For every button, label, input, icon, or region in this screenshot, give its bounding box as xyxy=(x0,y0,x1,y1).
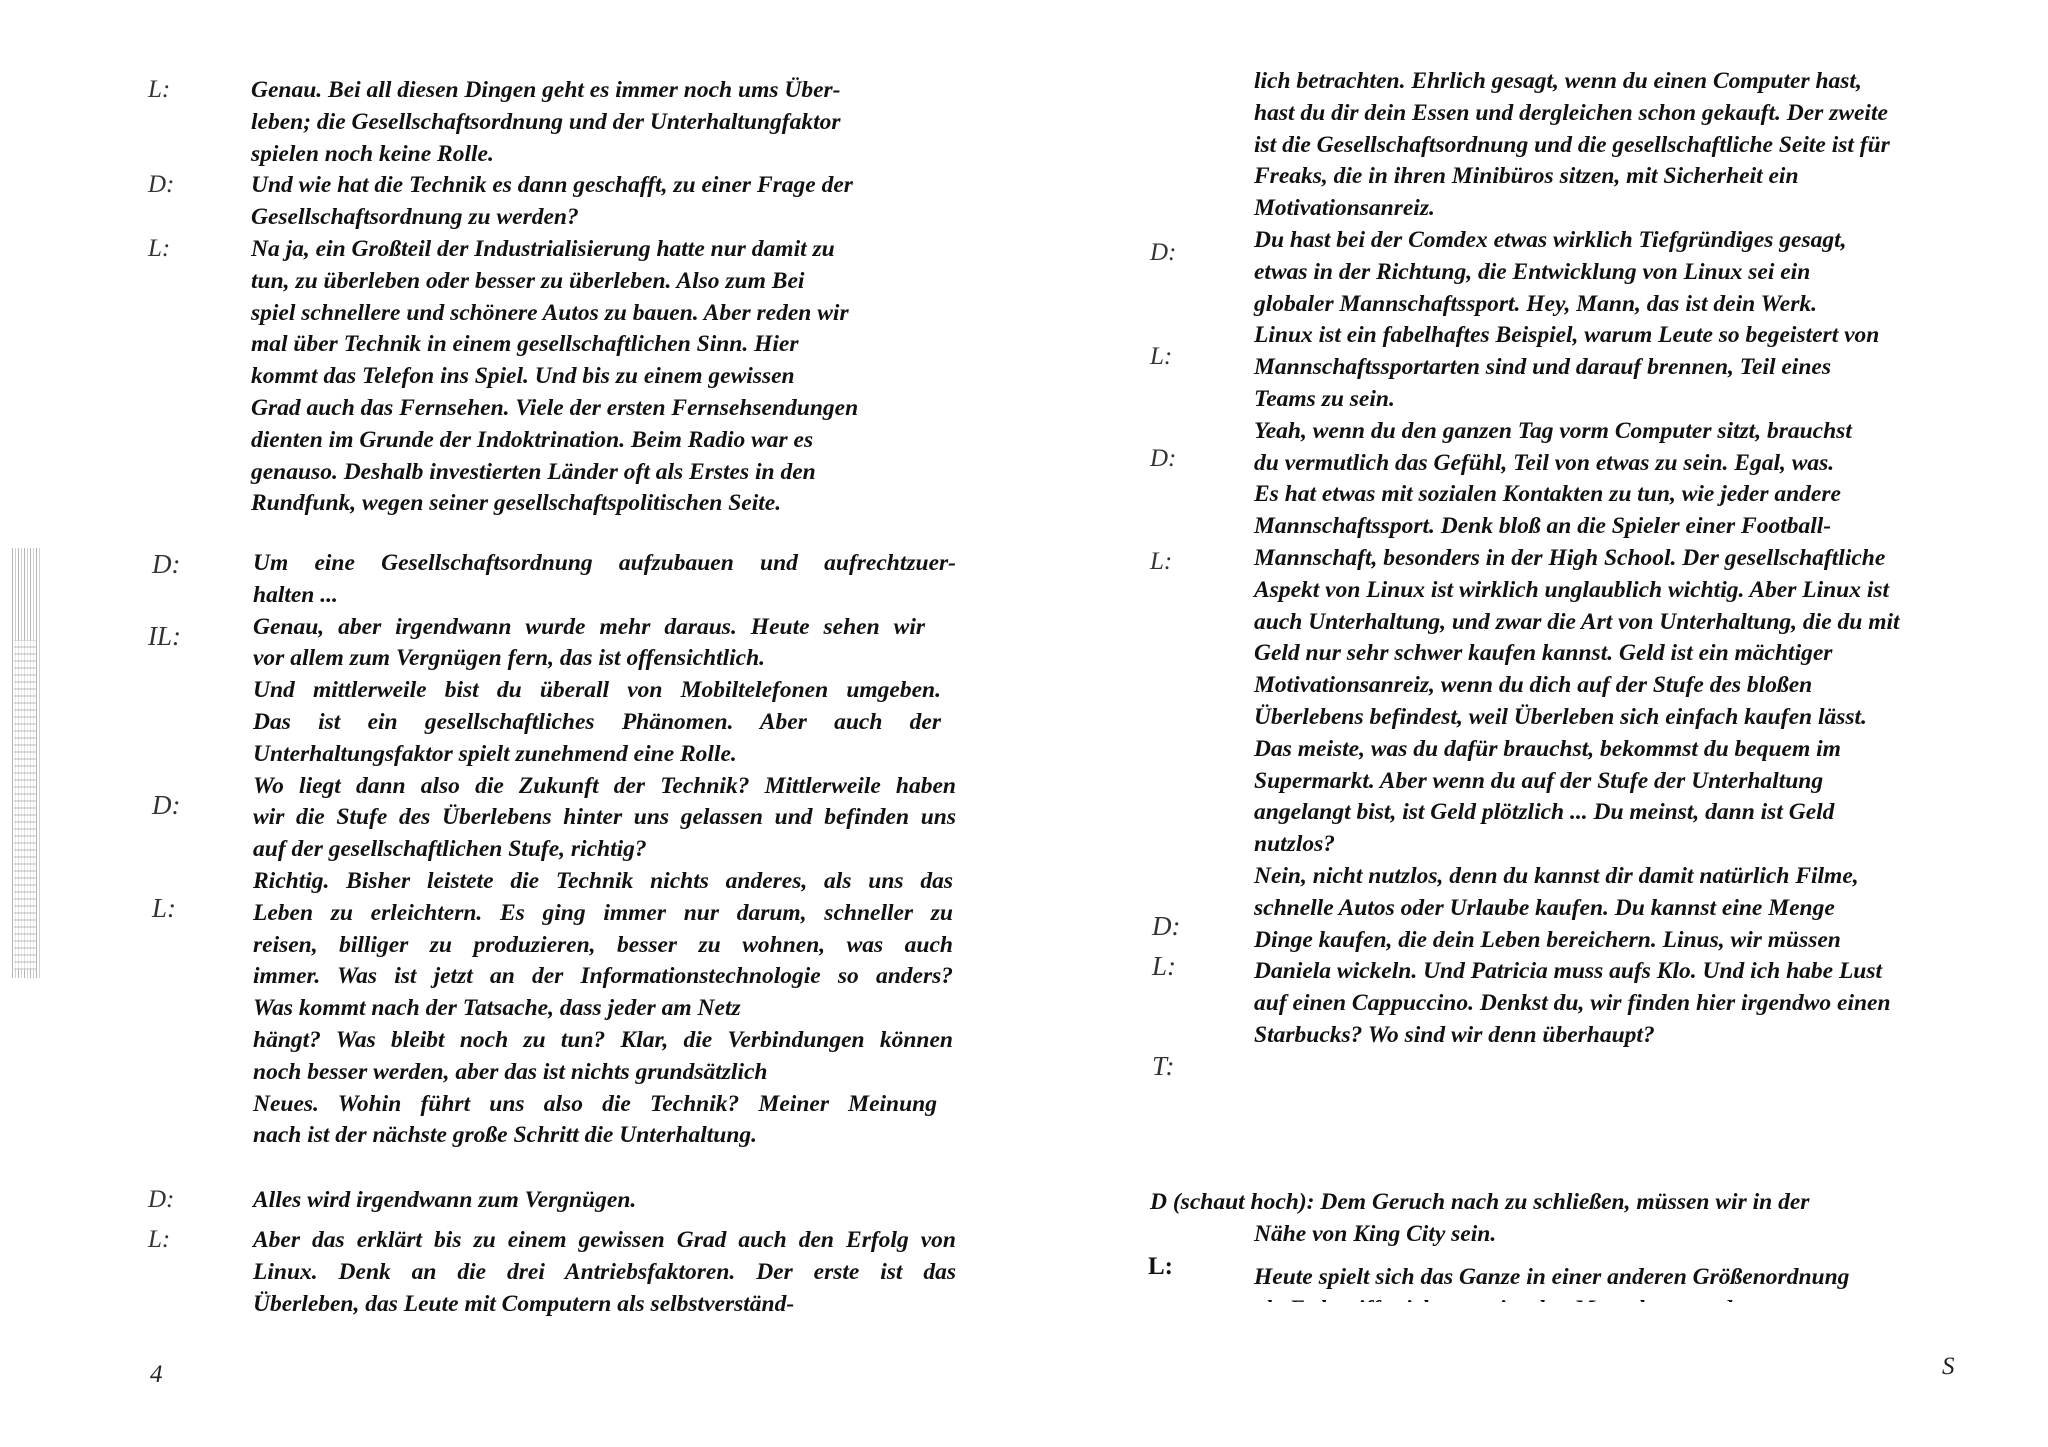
text-line: hast du dir dein Essen und dergleichen schon gekauft. Der zweite xyxy=(1254,99,1888,126)
text-line: Geld nur sehr schwer kaufen kannst. Geld ist ein mächtiger xyxy=(1254,640,1833,667)
text-line: Mannschaftssport. Denk bloß an die Spieler einer Football- xyxy=(1254,513,1832,540)
text-line: schnelle Autos oder Urlaube kaufen. Du kannst eine Menge xyxy=(1254,894,1835,921)
text-line: etwas in der Richtung, die Entwicklung von Linux sei ein xyxy=(1254,258,1811,285)
text-line: hängt? Was bleibt noch zu tun? Klar, die Verbindungen können xyxy=(253,1026,953,1053)
text-line: Alles wird irgendwann zum Vergnügen. xyxy=(253,1187,637,1213)
speaker-label: D: xyxy=(148,1186,175,1213)
text-line: Genau, aber irgendwann wurde mehr daraus. Heute sehen wir xyxy=(253,613,925,640)
speaker-label: D: xyxy=(148,171,175,198)
text-line: Du hast bei der Comdex etwas wirklich Tiefgründiges gesagt, xyxy=(1254,226,1847,253)
text-line: Nähe von King City sein. xyxy=(1254,1220,1497,1247)
text-line: Das ist ein gesellschaftliches Phänomen. Aber auch der xyxy=(253,708,941,735)
text-line: Mannschaftssportarten sind und darauf brennen, Teil eines xyxy=(1254,354,1831,381)
text-line: genauso. Deshalb investierten Länder oft als Erstes in den xyxy=(251,458,816,485)
text-line: Daniela wickeln. Und Patricia muss aufs Klo. Und ich habe Lust xyxy=(1254,958,1883,985)
speaker-label: L: xyxy=(1148,1253,1173,1280)
speaker-label: L: xyxy=(1152,951,1177,981)
text-line: Neues. Wohin führt uns also die Technik? Meiner Meinung xyxy=(253,1090,937,1117)
text-line: Motivationsanreiz. xyxy=(1254,195,1435,222)
text-line: Linux ist ein fabelhaftes Beispiel, warum Leute so begeistert von xyxy=(1254,322,1880,349)
text-line: mal über Technik in einem gesellschaftlichen Sinn. Hier xyxy=(251,331,799,358)
speaker-label: L: xyxy=(148,1226,171,1253)
text-line: Dinge kaufen, die dein Leben bereichern. Linus, wir müssen xyxy=(1254,926,1841,953)
text-line: Supermarkt. Aber wenn du auf der Stufe der Unterhaltung xyxy=(1254,767,1824,794)
text-line: Nein, nicht nutzlos, denn du kannst dir damit natürlich Filme, xyxy=(1254,862,1859,889)
speaker-label: D: xyxy=(152,549,181,579)
text-line: lich betrachten. Ehrlich gesagt, wenn du einen Computer hast, xyxy=(1254,68,1862,94)
speaker-label: D: xyxy=(1150,445,1177,472)
text-line: Wo liegt dann also die Zukunft der Technik? Mittlerweile haben xyxy=(253,772,956,799)
text-line: reisen, billiger zu produzieren, besser zu wohnen, was auch xyxy=(253,931,953,958)
page-number-left: 4 xyxy=(150,1361,163,1388)
text-line: auf einen Cappuccino. Denkst du, wir finden hier irgendwo einen xyxy=(1254,990,1891,1017)
text-line: Na ja, ein Großteil der Industrialisierung hatte nur damit zu xyxy=(251,236,835,262)
text-line: nutzlos? xyxy=(1254,831,1335,858)
text-line: Motivationsanreiz, wenn du dich auf der Stufe des bloßen xyxy=(1254,672,1813,699)
text-line: tun, zu überleben oder besser zu überleben. Also zum Bei xyxy=(251,267,805,294)
text-line: kommt das Telefon ins Spiel. Und bis zu einem gewissen xyxy=(251,363,795,390)
text-line: Aber das erklärt bis zu einem gewissen Grad auch den Erfolg von xyxy=(253,1227,956,1253)
text-line: Freaks, die in ihren Minibüros sitzen, mit Sicherheit ein xyxy=(1254,163,1799,190)
text-line: Rundfunk, wegen seiner gesellschaftspolitischen Seite. xyxy=(251,490,782,517)
text-line: ist die Gesellschaftsordnung und die gesellschaftliche Seite ist für xyxy=(1254,131,1890,158)
speaker-label: D: xyxy=(152,790,181,820)
text-line: wir die Stufe des Überlebens hinter uns gelassen und befinden uns xyxy=(253,804,956,831)
speaker-label: L: xyxy=(148,235,171,262)
text-line: noch besser werden, aber das ist nichts grundsätzlich xyxy=(253,1058,768,1085)
speaker-label: L: xyxy=(1150,343,1173,370)
dialogue-block xyxy=(253,1225,956,1320)
text-line: spielen noch keine Rolle. xyxy=(251,140,494,167)
text-line: Linux. Denk an die drei Antriebsfaktoren. Der erste ist das xyxy=(253,1258,956,1285)
text-line: nach ist der nächste große Schritt die Unterhaltung. xyxy=(253,1122,758,1149)
text-line: Unterhaltungsfaktor spielt zunehmend eine Rolle. xyxy=(253,740,737,767)
dialogue-block xyxy=(251,170,911,234)
dialogue-block xyxy=(253,548,956,1152)
text-line: dienten im Grunde der Indoktrination. Beim Radio war es xyxy=(251,426,814,453)
text-line: Und mittlerweile bist du überall von Mobiltelefonen umgeben. xyxy=(253,677,941,704)
text-line: globaler Mannschaftssport. Hey, Mann, das ist dein Werk. xyxy=(1254,290,1817,317)
speaker-label: L: xyxy=(148,76,171,103)
text-line: Gesellschaftsordnung zu werden? xyxy=(251,203,579,230)
text-line: Genau. Bei all diesen Dingen geht es immer noch ums Über- xyxy=(251,77,841,103)
text-line: Aspekt von Linux ist wirklich unglaublich wichtig. Aber Linux ist xyxy=(1254,576,1890,603)
page-number-right: S xyxy=(1942,1353,1955,1380)
text-line: auf der gesellschaftlichen Stufe, richtig? xyxy=(253,836,647,863)
text-line: immer. Was ist jetzt an der Informationstechnologie so anders? xyxy=(253,963,953,990)
text-line: angelangt bist, ist Geld plötzlich ... Du meinst, dann ist Geld xyxy=(1254,799,1835,826)
text-line: Leben zu erleichtern. Es ging immer nur darum, schneller zu xyxy=(253,899,953,926)
text-line: Das meiste, was du dafür brauchst, bekommst du bequem im xyxy=(1254,735,1841,762)
text-line: Starbucks? Wo sind wir denn überhaupt? xyxy=(1254,1021,1655,1048)
cropped-line-mask xyxy=(1240,1302,1800,1326)
text-line: Teams zu sein. xyxy=(1254,385,1395,412)
text-line: auch Unterhaltung, und zwar die Art von Unterhaltung, die du mit xyxy=(1254,608,1900,635)
dialogue-block xyxy=(251,75,911,170)
speaker-label: L: xyxy=(1150,548,1173,575)
text-line: Überlebens befindest, weil Überleben sich einfach kaufen lässt. xyxy=(1254,703,1867,730)
dialogue-block xyxy=(253,1185,913,1217)
text-line: leben; die Gesellschaftsordnung und der Unterhaltungfaktor xyxy=(251,108,841,135)
text-line: Um eine Gesellschaftsordnung aufzubauen und aufrechtzuer- xyxy=(253,550,956,576)
text-line: Überleben, das Leute mit Computern als selbstverständ- xyxy=(253,1290,795,1317)
text-line: Mannschaft, besonders in der High School. Der gesellschaftliche xyxy=(1254,544,1886,571)
speaker-label: T: xyxy=(1152,1051,1175,1081)
speaker-label: IL: xyxy=(148,621,181,651)
scan-artifact-lines xyxy=(14,640,36,970)
text-line: Und wie hat die Technik es dann geschafft, zu einer Frage der xyxy=(251,172,853,198)
text-line: D (schaut hoch): Dem Geruch nach zu schließen, müssen wir in der xyxy=(1150,1189,1810,1215)
text-line: Yeah, wenn du den ganzen Tag vorm Computer sitzt, brauchst xyxy=(1254,417,1852,444)
text-line: Es hat etwas mit sozialen Kontakten zu tun, wie jeder andere xyxy=(1254,481,1841,508)
text-line: spiel schnellere und schönere Autos zu bauen. Aber reden wir xyxy=(251,299,849,326)
dialogue-block xyxy=(1150,1187,1930,1251)
dialogue-block xyxy=(251,234,921,520)
text-line: Richtig. Bisher leistete die Technik nichts anderes, als uns das xyxy=(253,867,953,894)
text-line: Heute spielt sich das Ganze in einer anderen Größenordnung xyxy=(1254,1264,1850,1290)
dialogue-block xyxy=(1254,66,1974,1052)
text-line: du vermutlich das Gefühl, Teil von etwas zu sein. Egal, was. xyxy=(1254,449,1835,476)
text-line: halten ... xyxy=(253,581,338,608)
speaker-label: D: xyxy=(1152,911,1181,941)
text-line: vor allem zum Vergnügen fern, das ist offensichtlich. xyxy=(253,645,766,672)
speaker-label: L: xyxy=(152,893,177,923)
speaker-label: D: xyxy=(1150,239,1177,266)
text-line: Was kommt nach der Tatsache, dass jeder am Netz xyxy=(253,995,741,1022)
text-line: Grad auch das Fernsehen. Viele der ersten Fernsehsendungen xyxy=(251,394,859,421)
